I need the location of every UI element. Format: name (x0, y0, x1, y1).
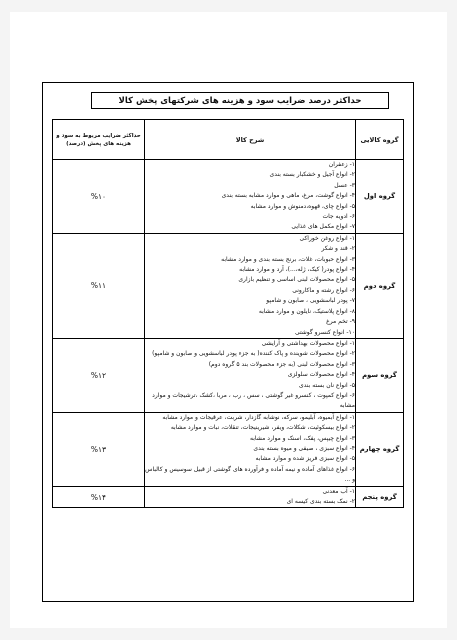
document-page (10, 12, 447, 628)
table-row-group-3 (53, 338, 404, 412)
list-item: ۲- انواع آجیل و خشکبار بسته بندی (269, 171, 355, 179)
list-item: ۳- انواع حبوبات، غلات، برنج بسته بندی و موارد مشابه (221, 255, 355, 263)
list-item: ۱- انواع روغن خوراکی (299, 234, 355, 242)
group-name: گروه دوم (356, 233, 404, 338)
list-item: ۵- انواع محصولات لبنی اساسی و تنظیم بازاری (238, 276, 355, 284)
list-item: ۶- انواع غذاهای آماده و نیمه آماده و فرآورده های گوشتی از قبیل سوسیس و کالباس و ... (145, 465, 355, 484)
list-item: ۵- انواع نان بسته بندی (299, 381, 355, 389)
list-item: ۲- انواع بیسکوئیت، شکلات، ویفر، شیرینیجات، تنقلات، نبات و موارد مشابه (170, 424, 355, 432)
table-row-group-4 (53, 412, 404, 486)
list-item: ۱- زعفران (328, 161, 355, 168)
group-percent: %۱۱ (53, 233, 145, 338)
list-item: ۴- انواع پودر( کیک، ژله،...)، آرد و موارد مشابه (239, 266, 355, 274)
list-item: ۳- انواع محصولات لبنی (به جزء محصولات بند ۵ گروه دوم) (208, 360, 355, 368)
group-percent: %۱۲ (53, 338, 145, 412)
list-item: ۸- انواع پلاستیک، نایلون و موارد مشابه (258, 307, 355, 315)
list-item: ۵- انواع چای، قهوه،دمنوش و موارد مشابه (250, 202, 355, 210)
group-name: گروه پنجم (356, 486, 404, 508)
group-items (145, 233, 356, 338)
document-frame (42, 82, 414, 602)
list-item: ۷- انواع مکمل های غذایی (291, 223, 355, 231)
list-item: ۳- انواع چیپس، پفک، اسنک و موارد مشابه (250, 434, 355, 442)
group-name: گروه سوم (356, 338, 404, 412)
header-percent: حداکثر ضرایب مربوط به سود و هزینه های پخش (درصد) (53, 120, 145, 160)
list-item: ۵- انواع سبزی فریز شده و موارد مشابه (255, 455, 355, 463)
list-item: ۱۰- انواع کنسرو گوشتی (294, 328, 355, 336)
group-items (145, 338, 356, 412)
list-item: ۲- نمک بسته بندی کیسه ای (286, 498, 355, 505)
table-row-group-2 (53, 233, 404, 338)
list-item: ۱- انواع محصولات بهداشتی و آرایشی (261, 339, 355, 347)
group-percent: %۱۳ (53, 412, 145, 486)
list-item: ۶- انواع کمپوت ، کنسرو غیر گوشتی ، سس ، رب ، مربا ،کشک ،ترشیجات و موارد مشابه (152, 391, 355, 410)
table-row-group-1 (53, 160, 404, 234)
list-item: ۴- انواع گوشت، مرغ، ماهی و موارد مشابه بسته بندی (221, 192, 355, 200)
group-percent: %۱۰ (53, 160, 145, 234)
table-header-row (53, 120, 404, 160)
list-item: ۳- عسل (334, 181, 355, 189)
list-item: ۱- انواع آبمیوه، آبلیمو، سرکه، نوشابه گازدار، شربت، عرقیجات و موارد مشابه (162, 413, 355, 421)
profit-margin-table (52, 119, 404, 508)
group-items (145, 412, 356, 486)
page-title: حداکثر درصد ضرایب سود و هزینه های شرکتهای پخش کالا (91, 92, 389, 109)
list-item: ۷- پودر لباسشویی ، صابون و شامپو (266, 297, 355, 305)
group-name: گروه چهارم (356, 412, 404, 486)
list-item: ۶- انواع رشته و ماکارونی (292, 286, 355, 294)
header-group: گروه کالایی (356, 120, 404, 160)
group-items (145, 486, 356, 508)
list-item: ۱- آب معدنی (322, 487, 355, 495)
group-name: گروه اول (356, 160, 404, 234)
list-item: ۹- تخم مرغ (326, 318, 355, 326)
list-item: ۴- انواع محصولات سلولزی (287, 371, 355, 379)
list-item: ۶- ادویه جات (322, 213, 355, 221)
list-item: ۲- انواع محصولات شوینده و پاک کننده( به جزء پودر لباسشویی و صابون و شامپو) (152, 350, 355, 358)
group-items (145, 160, 356, 234)
list-item: ۲- قند و شکر (321, 245, 355, 253)
group-percent: %۱۴ (53, 486, 145, 508)
table-row-group-5 (53, 486, 404, 508)
header-description: شرح کالا (145, 120, 356, 160)
list-item: ۴- انواع سبزی ، صیفی و میوه بسته بندی (253, 444, 355, 452)
